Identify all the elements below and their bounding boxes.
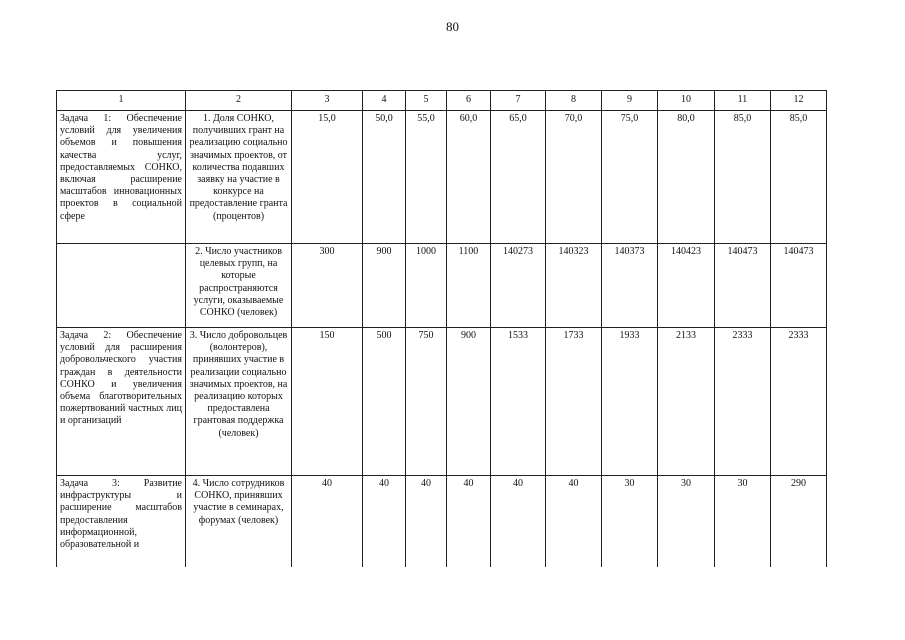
value-cell: 2333 — [771, 328, 827, 476]
value-cell: 140423 — [658, 244, 715, 328]
indicator-cell: 4. Число сотрудников СОНКО, принявших участие в семинарах, форумах (человек) — [186, 476, 292, 568]
column-header: 3 — [292, 91, 363, 111]
value-cell: 900 — [363, 244, 406, 328]
value-cell: 85,0 — [771, 111, 827, 244]
value-cell: 140373 — [602, 244, 658, 328]
value-cell: 2333 — [715, 328, 771, 476]
column-header: 12 — [771, 91, 827, 111]
value-cell: 40 — [292, 476, 363, 568]
column-header: 10 — [658, 91, 715, 111]
value-cell: 140473 — [771, 244, 827, 328]
task-cell — [57, 244, 186, 328]
value-cell: 80,0 — [658, 111, 715, 244]
column-header: 5 — [406, 91, 447, 111]
value-cell: 2133 — [658, 328, 715, 476]
column-header: 9 — [602, 91, 658, 111]
value-cell: 900 — [447, 328, 491, 476]
value-cell: 1000 — [406, 244, 447, 328]
column-header: 7 — [491, 91, 546, 111]
value-cell: 1933 — [602, 328, 658, 476]
value-cell: 140323 — [546, 244, 602, 328]
column-header: 4 — [363, 91, 406, 111]
indicator-cell: 3. Число добровольцев (волонтеров), принявших участие в реализации социально значимых проектов, на реализацию которых предоставлена грантовая поддержка (человек) — [186, 328, 292, 476]
value-cell: 85,0 — [715, 111, 771, 244]
value-cell: 40 — [363, 476, 406, 568]
indicators-table — [56, 90, 827, 567]
table-row — [57, 328, 827, 476]
value-cell: 15,0 — [292, 111, 363, 244]
table-row — [57, 111, 827, 244]
value-cell: 55,0 — [406, 111, 447, 244]
page-number: 80 — [446, 19, 459, 34]
column-header: 8 — [546, 91, 602, 111]
table-row — [57, 476, 827, 568]
value-cell: 75,0 — [602, 111, 658, 244]
column-header: 1 — [57, 91, 186, 111]
value-cell: 500 — [363, 328, 406, 476]
value-cell: 40 — [491, 476, 546, 568]
value-cell: 150 — [292, 328, 363, 476]
value-cell: 140273 — [491, 244, 546, 328]
indicator-cell: 2. Число участников целевых групп, на которые распространяются услуги, оказываемые СОНКО (человек) — [186, 244, 292, 328]
value-cell: 30 — [715, 476, 771, 568]
value-cell: 1733 — [546, 328, 602, 476]
value-cell: 70,0 — [546, 111, 602, 244]
table-row — [57, 244, 827, 328]
column-header: 6 — [447, 91, 491, 111]
value-cell: 40 — [406, 476, 447, 568]
value-cell: 50,0 — [363, 111, 406, 244]
value-cell: 40 — [447, 476, 491, 568]
value-cell: 1533 — [491, 328, 546, 476]
value-cell: 1100 — [447, 244, 491, 328]
value-cell: 30 — [658, 476, 715, 568]
indicator-cell: 1. Доля СОНКО, получивших грант на реализацию социально значимых проектов, от количества подавших заявку на участие в конкурсе на предоставление гранта (процентов) — [186, 111, 292, 244]
task-cell: Задача 3: Развитие инфраструктуры и расширение масштабов предоставления информационной, образовательной и — [57, 476, 186, 568]
column-header: 11 — [715, 91, 771, 111]
task-cell: Задача 1: Обеспечение условий для увеличения объемов и повышения качества услуг, предоставляемых СОНКО, включая расширение масштабов инновационных проектов в социальной сфере — [57, 111, 186, 244]
value-cell: 750 — [406, 328, 447, 476]
header-row — [57, 91, 827, 111]
value-cell: 65,0 — [491, 111, 546, 244]
value-cell: 40 — [546, 476, 602, 568]
value-cell: 30 — [602, 476, 658, 568]
task-cell: Задача 2: Обеспечение условий для расширения добровольческого участия граждан в деятельности СОНКО и увеличения объема благотворительных пожертвований частных лиц и организаций — [57, 328, 186, 476]
value-cell: 140473 — [715, 244, 771, 328]
value-cell: 290 — [771, 476, 827, 568]
value-cell: 300 — [292, 244, 363, 328]
value-cell: 60,0 — [447, 111, 491, 244]
column-header: 2 — [186, 91, 292, 111]
